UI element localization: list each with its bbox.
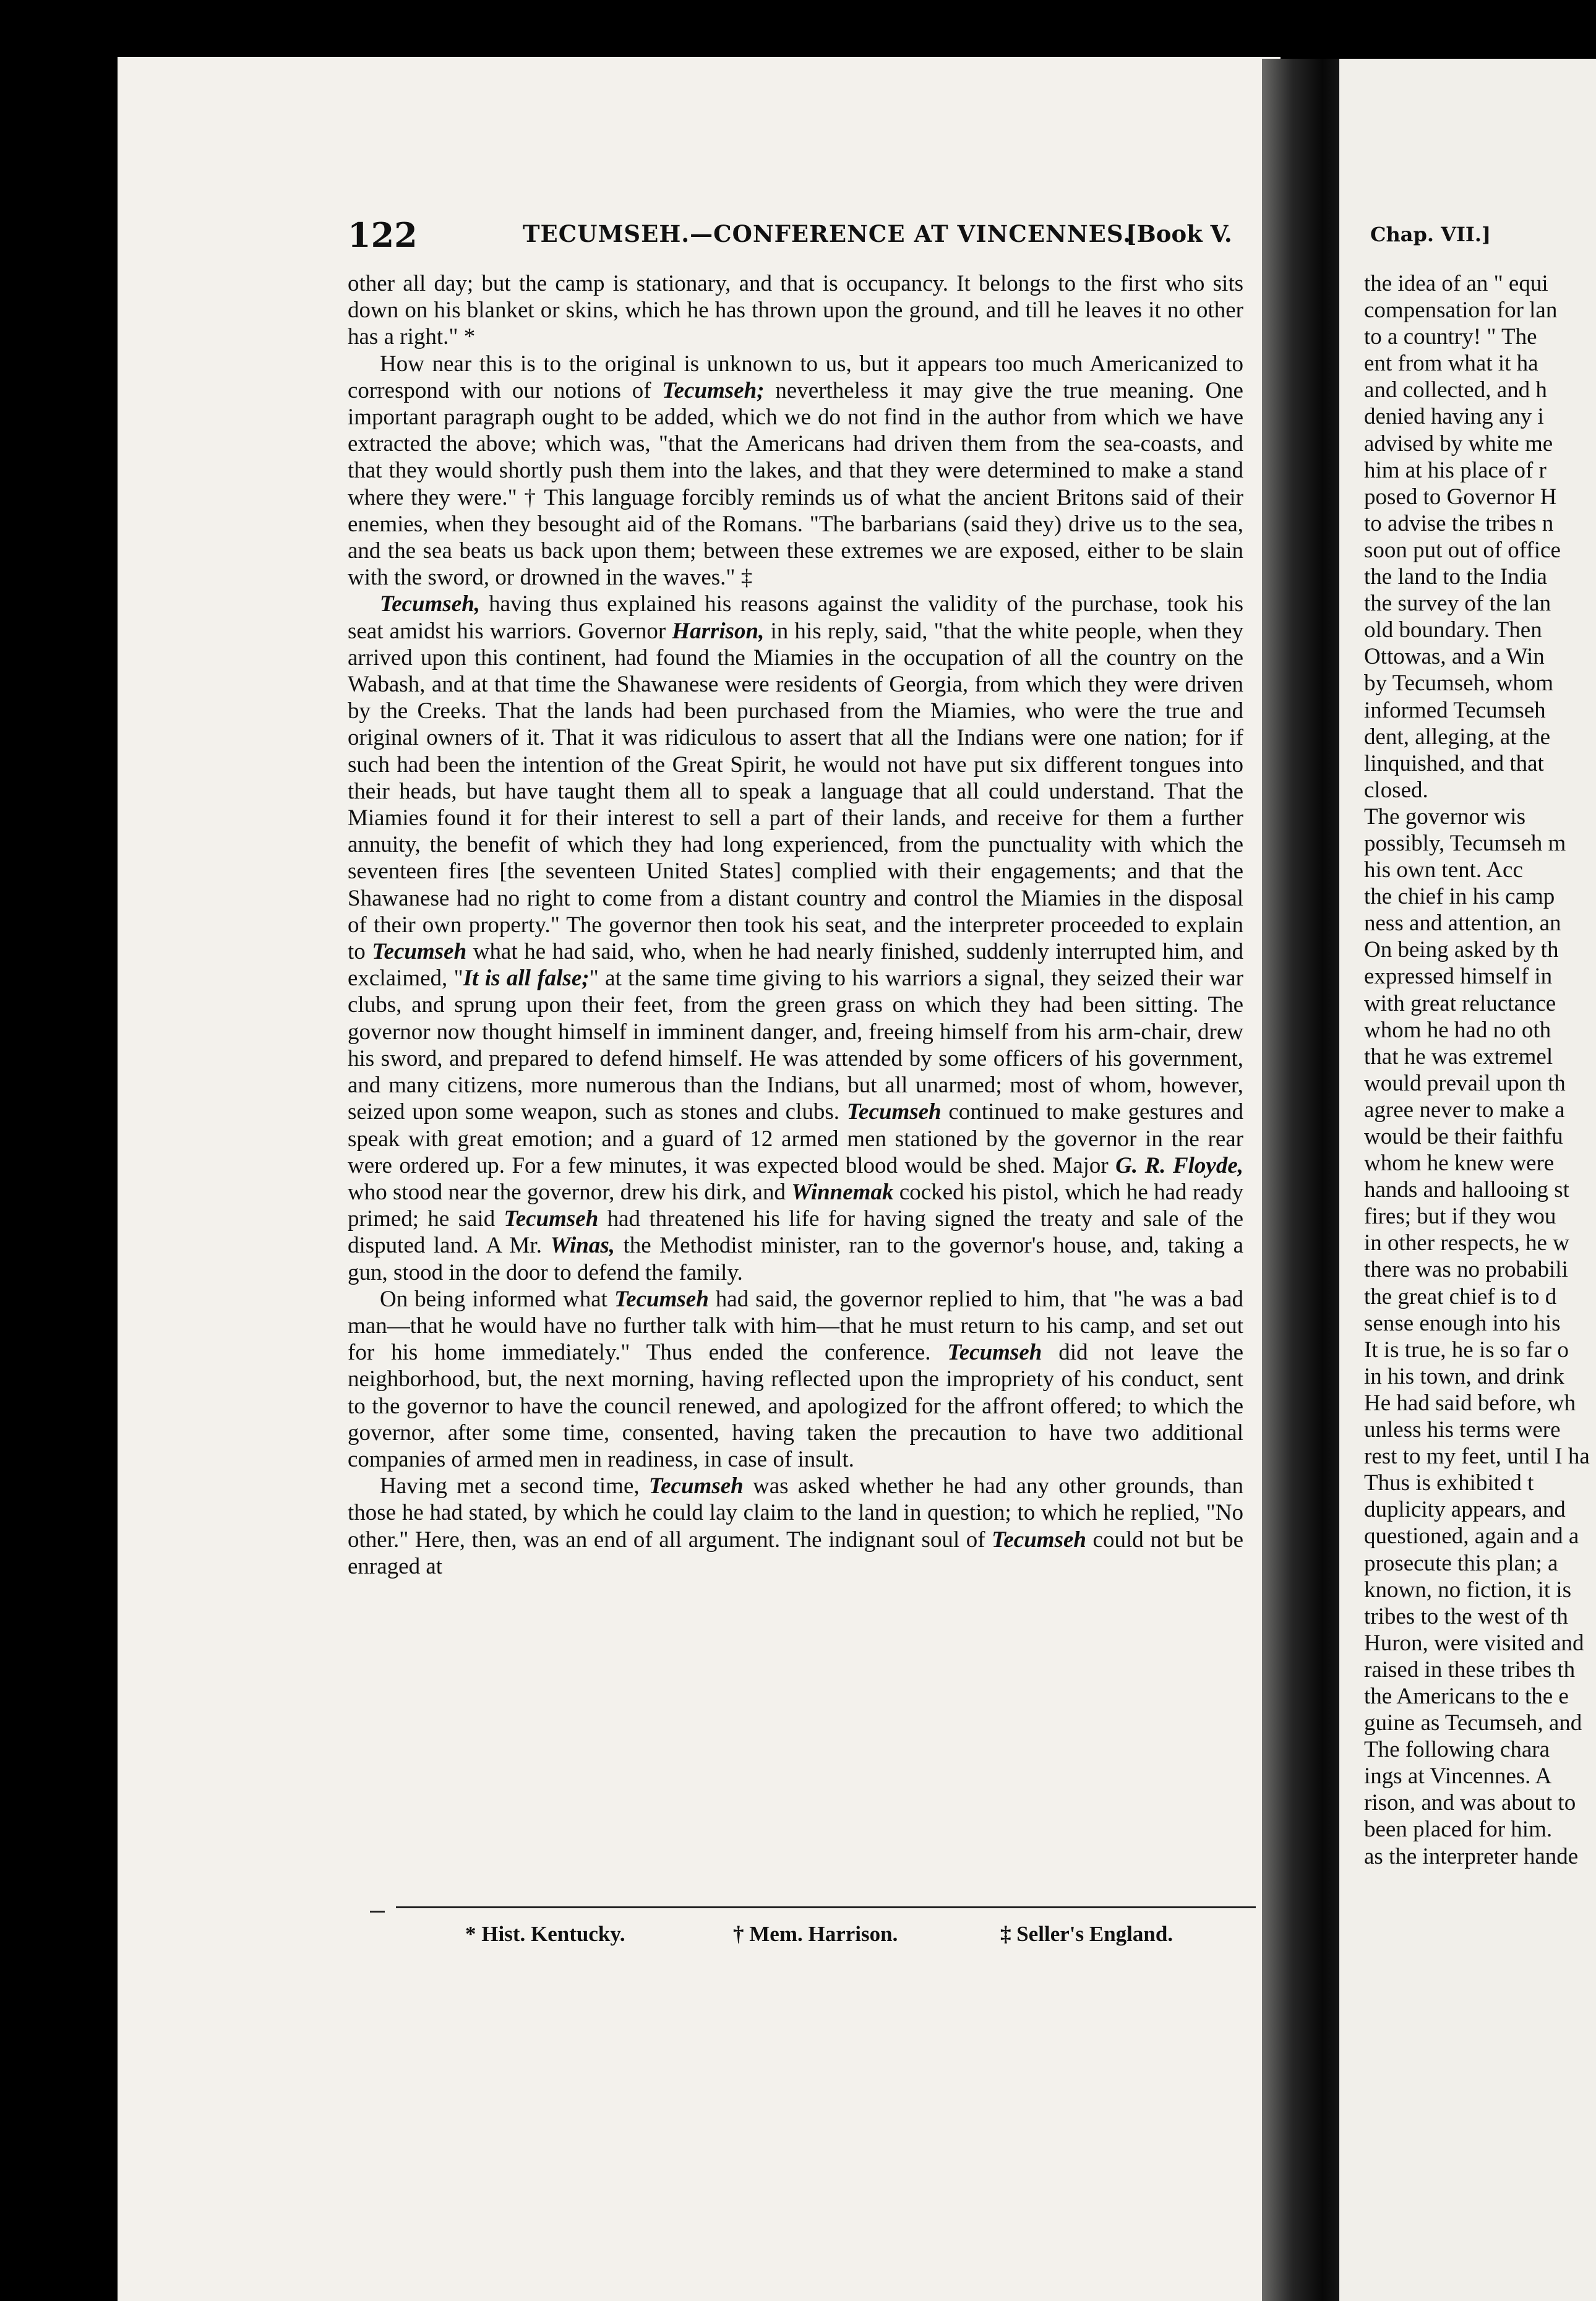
paragraph bbox=[348, 351, 1243, 591]
right-page-line: ent from what it ha bbox=[1364, 351, 1538, 377]
right-page-line: rest to my feet, until I ha bbox=[1364, 1444, 1590, 1470]
right-page-line: ness and attention, an bbox=[1364, 911, 1561, 936]
text-run: who stood near the governor, drew his dirk, and bbox=[348, 1179, 792, 1205]
footnote-mark: ‡ bbox=[1000, 1922, 1011, 1946]
italic-text: Tecumseh bbox=[504, 1206, 599, 1232]
right-page-line: whom he knew were bbox=[1364, 1150, 1555, 1176]
right-page-line: would prevail upon th bbox=[1364, 1070, 1566, 1096]
right-page-line: there was no probabili bbox=[1364, 1257, 1568, 1283]
right-page-line: known, no fiction, it is bbox=[1364, 1577, 1572, 1603]
right-page-header: Chap. VII.] bbox=[1370, 223, 1491, 246]
text-run: other all day; but the camp is stationary, and that is occupancy. It belongs to the first who sits down on his blanket or skins, which he has thrown upon the ground, and till he leaves it no other has a right." * bbox=[348, 271, 1243, 350]
right-page-line: unless his terms were bbox=[1364, 1417, 1561, 1443]
text-run: had threatened his life for having signed the treaty and sale of the disputed land. A Mr. bbox=[348, 1206, 1243, 1259]
right-page-line: as the interpreter hande bbox=[1364, 1843, 1579, 1869]
text-run: in his reply, said, "that the white people, when they arrived upon this continent, had found the Miamies in the occupation of all the country on the Wabash, and at that time the Shawanese were residents of Georgia, from which they were driven by the Creeks. That the lands had been purchased from the Miamies, who were the true and original owners of it. That it was ridiculous to assert that all the Indians were one nation; for if such had been the intention of the Great Spirit, he would not have put six different tongues into their heads, but have taught them all to speak a language that all could understand. That the Miamies found it for their interest to sell a part of their lands, and receive for them a further annuity, the benefit of which they had long experienced, from the punctuality with which the seventeen fires [the seventeen United States] complied with their engagements; and that the Shawanese had no right to come from a distant country and control the Miamies in the disposal of their own property." The governor then took his seat, and the interpreter proceeded to explain to bbox=[348, 618, 1243, 965]
text-run: Having met a second time, bbox=[380, 1473, 649, 1499]
text-run: could not but be enraged at bbox=[348, 1527, 1243, 1579]
right-page-line: rison, and was about to bbox=[1364, 1790, 1576, 1816]
right-page-line: questioned, again and a bbox=[1364, 1523, 1579, 1549]
right-page-line: to a country! " The bbox=[1364, 324, 1537, 350]
footnote-mark: * bbox=[465, 1922, 476, 1946]
right-page-line: the chief in his camp bbox=[1364, 884, 1555, 910]
main-text-column bbox=[348, 270, 1243, 1580]
right-page-line: informed Tecumseh bbox=[1364, 697, 1546, 723]
footnote bbox=[733, 1922, 898, 1947]
right-page-line: compensation for lan bbox=[1364, 298, 1558, 324]
right-page-line: linquished, and that bbox=[1364, 750, 1544, 776]
right-page-line: sense enough into his bbox=[1364, 1310, 1561, 1336]
text-run: having thus explained his reasons against the validity of the purchase, took his seat amidst his warriors. Governor bbox=[348, 591, 1243, 644]
italic-text: It is all false; bbox=[463, 966, 590, 992]
right-page-line: soon put out of office bbox=[1364, 537, 1561, 563]
text-run: On being informed what bbox=[380, 1286, 614, 1312]
italic-text: Tecumseh bbox=[992, 1527, 1086, 1553]
right-page-line: posed to Governor H bbox=[1364, 484, 1557, 510]
page-number: 122 bbox=[348, 215, 418, 255]
italic-text: Tecumseh bbox=[947, 1340, 1042, 1366]
italic-text: Tecumseh, bbox=[380, 591, 481, 617]
right-page-line: tribes to the west of th bbox=[1364, 1603, 1568, 1629]
italic-text: Tecumseh; bbox=[662, 377, 765, 403]
right-page-line: the Americans to the e bbox=[1364, 1683, 1569, 1709]
right-page-text bbox=[1364, 270, 1596, 1870]
right-page-line: denied having any i bbox=[1364, 404, 1544, 430]
italic-text: Winnemak bbox=[791, 1179, 894, 1205]
text-run: the Methodist minister, ran to the governor's house, and, taking a gun, stood in the door to defend the family. bbox=[348, 1233, 1243, 1285]
right-page-line: the idea of an " equi bbox=[1364, 271, 1548, 296]
right-page-line: The following chara bbox=[1364, 1737, 1550, 1763]
right-page-line: by Tecumseh, whom bbox=[1364, 671, 1554, 696]
right-page-line: old boundary. Then bbox=[1364, 617, 1542, 643]
right-page-line: raised in these tribes th bbox=[1364, 1656, 1576, 1682]
footnote-rule bbox=[396, 1906, 1256, 1908]
right-page-line: possibly, Tecumseh m bbox=[1364, 830, 1566, 856]
text-run: was asked whether he had any other grounds, than those he had stated, by which he could lay claim to the land in question; to which he replied, "No other." Here, then, was an end of all argument. The indignant soul of bbox=[348, 1473, 1243, 1553]
right-page-line: ings at Vincennes. A bbox=[1364, 1763, 1552, 1789]
footnote-rule-dash bbox=[370, 1911, 385, 1913]
text-run: " at the same time giving to his warriors a signal, they seized their war clubs, and sprung upon their feet, from the green grass on which they had been sitting. The governor now thought himself in imminent danger, and, freeing himself from his arm-chair, drew his sword, and prepared to defend himself. He was attended by some officers of his government, and many citizens, more numerous than the Indians, but all unarmed; most of whom, however, seized upon some weapon, such as stones and clubs. bbox=[348, 966, 1243, 1125]
right-page-line: and collected, and h bbox=[1364, 377, 1547, 403]
right-page-line: Huron, were visited and bbox=[1364, 1630, 1584, 1656]
right-page-line: dent, alleging, at the bbox=[1364, 724, 1551, 750]
right-page-line: agree never to make a bbox=[1364, 1097, 1565, 1123]
book-gutter bbox=[1262, 59, 1349, 2301]
footnote-mark: † bbox=[733, 1922, 744, 1946]
paragraph bbox=[348, 270, 1243, 351]
right-page-line: duplicity appears, and bbox=[1364, 1497, 1566, 1523]
footnote-text: Hist. Kentucky. bbox=[481, 1922, 625, 1946]
right-page-line: his own tent. Acc bbox=[1364, 857, 1523, 883]
right-page-line: the great chief is to d bbox=[1364, 1283, 1557, 1309]
right-page-line: been placed for him. bbox=[1364, 1817, 1553, 1843]
italic-text: G. R. Floyde, bbox=[1115, 1152, 1244, 1178]
right-page-line: Ottowas, and a Win bbox=[1364, 644, 1545, 670]
italic-text: Harrison, bbox=[672, 618, 765, 644]
right-page-line: guine as Tecumseh, and bbox=[1364, 1710, 1582, 1736]
italic-text: Tecumseh bbox=[648, 1473, 744, 1499]
right-page-line: in his town, and drink bbox=[1364, 1363, 1564, 1389]
running-title: TECUMSEH.—CONFERENCE AT VINCENNES. bbox=[523, 220, 1132, 247]
right-page-line: him at his place of r bbox=[1364, 457, 1547, 483]
right-page-line: whom he had no oth bbox=[1364, 1017, 1551, 1043]
paragraph bbox=[348, 1473, 1243, 1580]
italic-text: Tecumseh bbox=[846, 1099, 942, 1125]
text-run: what he had said, who, when he had nearly finished, suddenly interrupted him, and exclaimed, " bbox=[348, 939, 1244, 992]
right-page-line: the survey of the lan bbox=[1364, 591, 1551, 617]
italic-text: Winas, bbox=[550, 1233, 616, 1259]
right-page-line: It is true, he is so far o bbox=[1364, 1337, 1569, 1363]
book-label: [Book V. bbox=[1126, 220, 1232, 247]
right-page-line: prosecute this plan; a bbox=[1364, 1550, 1558, 1576]
right-page-line: would be their faithfu bbox=[1364, 1124, 1563, 1149]
right-page-line: expressed himself in bbox=[1364, 964, 1553, 990]
footnote-text: Mem. Harrison. bbox=[749, 1922, 898, 1946]
right-page-line: fires; but if they wou bbox=[1364, 1204, 1556, 1230]
right-page-line: On being asked by th bbox=[1364, 937, 1559, 963]
paragraph bbox=[348, 1286, 1243, 1473]
footnote bbox=[1000, 1922, 1173, 1947]
text-run: did not leave the neighborhood, but, the next morning, having reflected upon the impropriety of his conduct, sent to the governor to have the council renewed, and apologized for the affront offered; to which the governor, after some time, consented, having taken the precaution to have two additional companies of armed men in readiness, in case of insult. bbox=[348, 1340, 1243, 1472]
footnote-text: Seller's England. bbox=[1016, 1922, 1173, 1946]
right-page-line: to advise the tribes n bbox=[1364, 510, 1554, 536]
text-run: had said, the governor replied to him, that "he was a bad man—that he would have no further talk with him—that he must return to his camp, and set out for his home immediately." Thus ended the conference. bbox=[348, 1286, 1243, 1366]
footnote bbox=[465, 1922, 625, 1947]
right-page-line: Thus is exhibited t bbox=[1364, 1470, 1534, 1496]
right-page-line: the land to the India bbox=[1364, 564, 1547, 590]
paragraph bbox=[348, 591, 1243, 1285]
right-page-line: hands and hallooing st bbox=[1364, 1177, 1569, 1203]
right-page-line: in other respects, he w bbox=[1364, 1230, 1569, 1256]
right-page-line: with great reluctance bbox=[1364, 990, 1556, 1016]
right-page-line: closed. bbox=[1364, 777, 1428, 803]
right-page-line: advised by white me bbox=[1364, 431, 1553, 456]
italic-text: Tecumseh bbox=[614, 1286, 709, 1312]
text-run: How near this is to the original is unknown to us, but it appears too much Americanized to correspond with our notions of bbox=[348, 351, 1243, 403]
italic-text: Tecumseh bbox=[372, 939, 467, 965]
text-run: nevertheless it may give the true meaning. One important paragraph ought to be added, which we do not find in the author from which we have extracted the above; which was, "that the Americans had driven them from the sea-coasts, and that they would shortly push them into the lakes, and that they were determined to make a stand where they were." † This language forcibly reminds us of what the ancient Britons said of their enemies, when they besought aid of the Romans. "The barbarians (said they) drive us to the sea, and the sea beats us back upon them; between these extremes we are exposed, either to be slain with the sword, or drowned in the waves." ‡ bbox=[348, 377, 1243, 591]
right-page-line: that he was extremel bbox=[1364, 1043, 1553, 1069]
text-run: continued to make gestures and speak with great emotion; and a guard of 12 armed men stationed by the governor in the rear were ordered up. For a few minutes, it was expected blood would be shed. Major bbox=[348, 1099, 1244, 1178]
text-run: cocked his pistol, which he had ready primed; he said bbox=[348, 1179, 1243, 1232]
right-page-line: The governor wis bbox=[1364, 803, 1525, 829]
right-page-line: He had said before, wh bbox=[1364, 1390, 1576, 1416]
